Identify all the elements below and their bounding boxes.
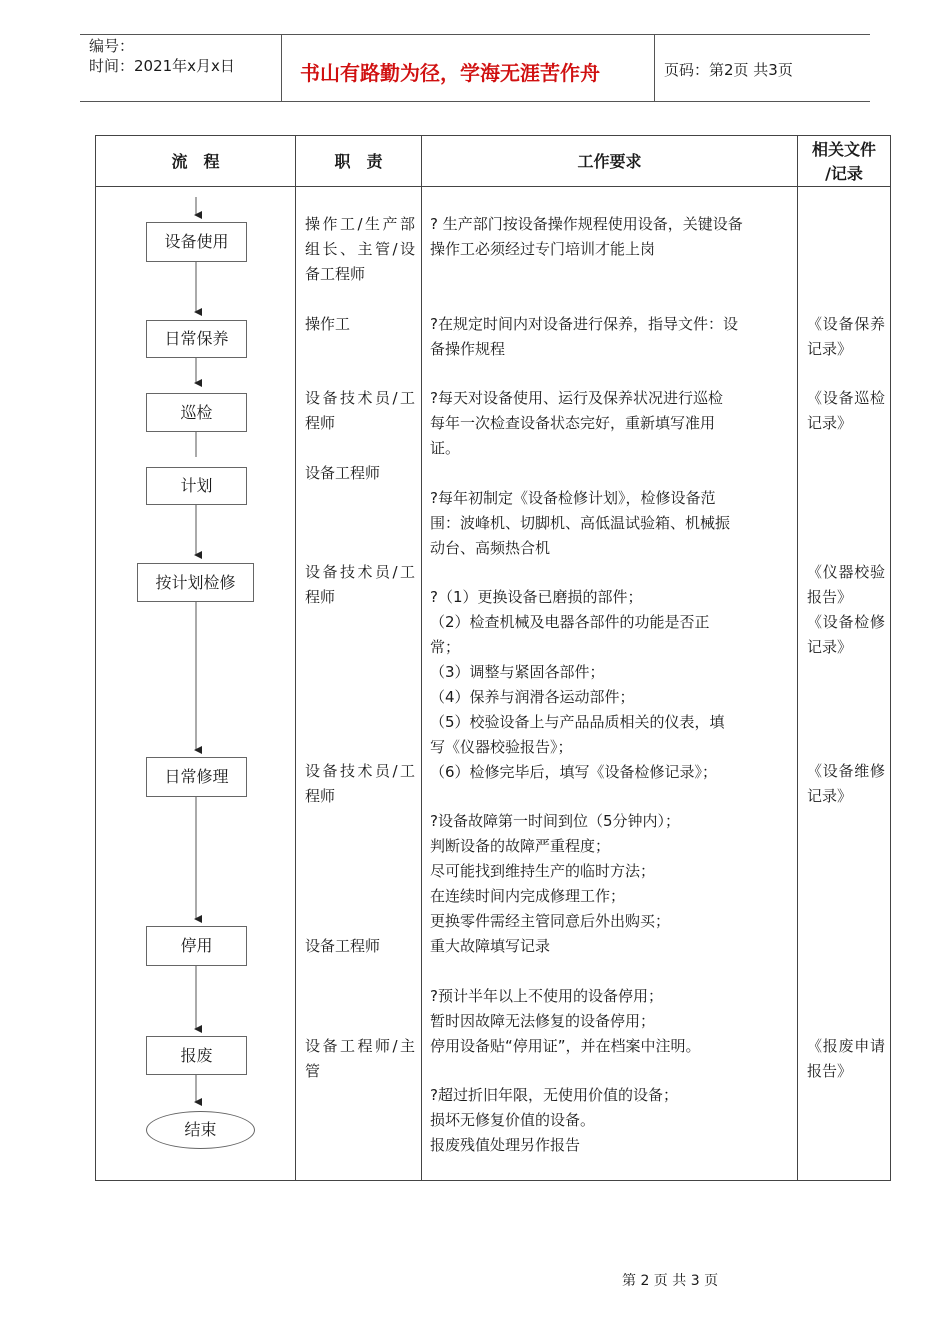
requirement-line: （5）校验设备上与产品品质相关的仪表，填: [430, 713, 725, 731]
duty-planned-repair: 设备技术员/工程师: [305, 563, 415, 606]
duty-equipment-use: 操作工/生产部组长、主管/设备工程师: [305, 215, 415, 283]
requirement-line: ? 生产部门按设备操作规程使用设备，关键设备: [430, 215, 743, 233]
flow-step-label: 按计划检修: [155, 573, 236, 592]
page-info: 页码：第2页 共3页: [664, 61, 793, 79]
requirement-block-daily-maintenance: [430, 312, 738, 362]
doc-overhaul-record: 《设备检修记录》: [807, 613, 885, 656]
requirement-block-inspection: [430, 386, 723, 461]
flow-end-label: 结束: [184, 1120, 217, 1139]
requirement-line: 常；: [430, 638, 461, 656]
requirement-block-scrap: [430, 1083, 678, 1158]
requirement-line: 每年一次检查设备状态完好，重新填写准用: [430, 414, 716, 432]
doc-calibration-report: 《仪器校验报告》: [807, 563, 885, 606]
column-header-flow: 流 程: [171, 152, 220, 171]
requirement-line: ?每年初制定《设备检修计划》，检修设备范: [430, 489, 716, 507]
requirement-line: （4）保养与润滑各运动部件；: [430, 688, 635, 706]
doc-scrap-application: 《报废申请报告》: [807, 1037, 885, 1080]
requirement-line: ?超过折旧年限，无使用价值的设备；: [430, 1086, 678, 1104]
table-top-border: [95, 135, 891, 136]
flow-step-daily-repair: [146, 757, 247, 797]
flow-step-label: 计划: [180, 476, 213, 495]
requirement-line: 损坏无修复价值的设备。: [430, 1111, 596, 1129]
requirement-block-deactivate: [430, 984, 701, 1059]
requirement-line: 证。: [430, 439, 461, 457]
table-right-border: [890, 135, 891, 1181]
doc-repair-record: 《设备维修记录》: [807, 762, 885, 805]
flow-step-label: 报废: [180, 1046, 213, 1065]
document-date: 时间：2021年x月x日: [89, 57, 235, 75]
requirement-line: 写《仪器校验报告》；: [430, 738, 573, 756]
duty-daily-maintenance: 操作工: [305, 315, 351, 333]
requirement-line: 在连续时间内完成修理工作；: [430, 887, 626, 905]
requirement-line: 围：波峰机、切脚机、高低温试验箱、机械振: [430, 514, 731, 532]
table-col-divider-2: [421, 135, 422, 1181]
flow-step-plan: [146, 467, 247, 505]
duty-inspection: 设备技术员/工程师: [305, 389, 415, 432]
requirement-line: ?（1）更换设备已磨损的部件；: [430, 588, 643, 606]
document-number-label: 编号：: [89, 37, 135, 55]
flow-step-inspection: [146, 393, 247, 432]
requirement-line: （6）检修完毕后，填写《设备检修记录》；: [430, 763, 718, 781]
requirement-line: ?每天对设备使用、运行及保养状况进行巡检: [430, 389, 723, 407]
flow-step-scrap: [146, 1036, 247, 1075]
flow-step-label: 设备使用: [164, 232, 229, 251]
page-footer: 第 2 页 共 3 页: [622, 1273, 719, 1289]
flow-step-equipment-use: [146, 222, 247, 262]
requirement-block-equipment-use: [430, 212, 743, 262]
flow-step-deactivate: [146, 926, 247, 966]
requirement-line: 判断设备的故障严重程度；: [430, 837, 611, 855]
requirement-line: 备操作规程: [430, 340, 506, 358]
column-header-documents-line1: 相关文件: [811, 140, 876, 159]
duty-deactivate: 设备工程师: [305, 937, 381, 955]
column-header-requirements: 工作要求: [577, 152, 642, 171]
requirement-line: 尽可能找到维持生产的临时方法；: [430, 862, 656, 880]
requirement-line: 报废残值处理另作报告: [430, 1136, 581, 1154]
header-divider-left: [281, 34, 282, 102]
duty-plan: 设备工程师: [305, 464, 381, 482]
header-top-rule: [80, 34, 870, 35]
table-col-divider-3: [797, 135, 798, 1181]
doc-maintenance-record: 《设备保养记录》: [807, 315, 885, 358]
flow-step-label: 日常保养: [164, 329, 229, 348]
requirement-block-plan: [430, 486, 730, 561]
header-bottom-rule: [80, 101, 870, 102]
requirement-line: 重大故障填写记录: [430, 937, 551, 955]
flow-step-label: 巡检: [180, 403, 213, 422]
requirement-line: ?在规定时间内对设备进行保养，指导文件：设: [430, 315, 738, 333]
flow-step-label: 停用: [180, 936, 213, 955]
requirement-block-planned-repair: [430, 585, 725, 785]
column-header-duty: 职 责: [334, 152, 383, 171]
requirement-line: （2）检查机械及电器各部件的功能是否正: [430, 613, 710, 631]
table-col-divider-1: [295, 135, 296, 1181]
header-motto: 书山有路勤为径，学海无涯苦作舟: [300, 61, 600, 85]
duty-scrap: 设备工程师/主管: [305, 1037, 415, 1080]
requirement-line: 停用设备贴“停用证”，并在档案中注明。: [430, 1037, 701, 1055]
flow-step-label: 日常修理: [164, 767, 229, 786]
duty-daily-repair: 设备技术员/工程师: [305, 762, 415, 805]
requirement-line: （3）调整与紧固各部件；: [430, 663, 605, 681]
doc-inspection-record: 《设备巡检记录》: [807, 389, 885, 432]
table-bottom-border: [95, 1180, 891, 1181]
flow-end-terminator: [146, 1111, 255, 1149]
column-header-documents-line2: /记录: [825, 164, 863, 183]
requirement-line: 动台、高频热合机: [430, 539, 551, 557]
requirement-line: ?设备故障第一时间到位（5分钟内）；: [430, 812, 681, 830]
requirement-line: 暂时因故障无法修复的设备停用；: [430, 1012, 656, 1030]
header-divider-right: [654, 34, 655, 102]
flow-step-planned-repair: [137, 563, 254, 602]
requirement-line: ?预计半年以上不使用的设备停用；: [430, 987, 663, 1005]
requirement-line: 更换零件需经主管同意后外出购买；: [430, 912, 671, 930]
requirement-block-daily-repair: [430, 809, 680, 959]
requirement-line: 操作工必须经过专门培训才能上岗: [430, 240, 656, 258]
flow-step-daily-maintenance: [146, 320, 247, 358]
